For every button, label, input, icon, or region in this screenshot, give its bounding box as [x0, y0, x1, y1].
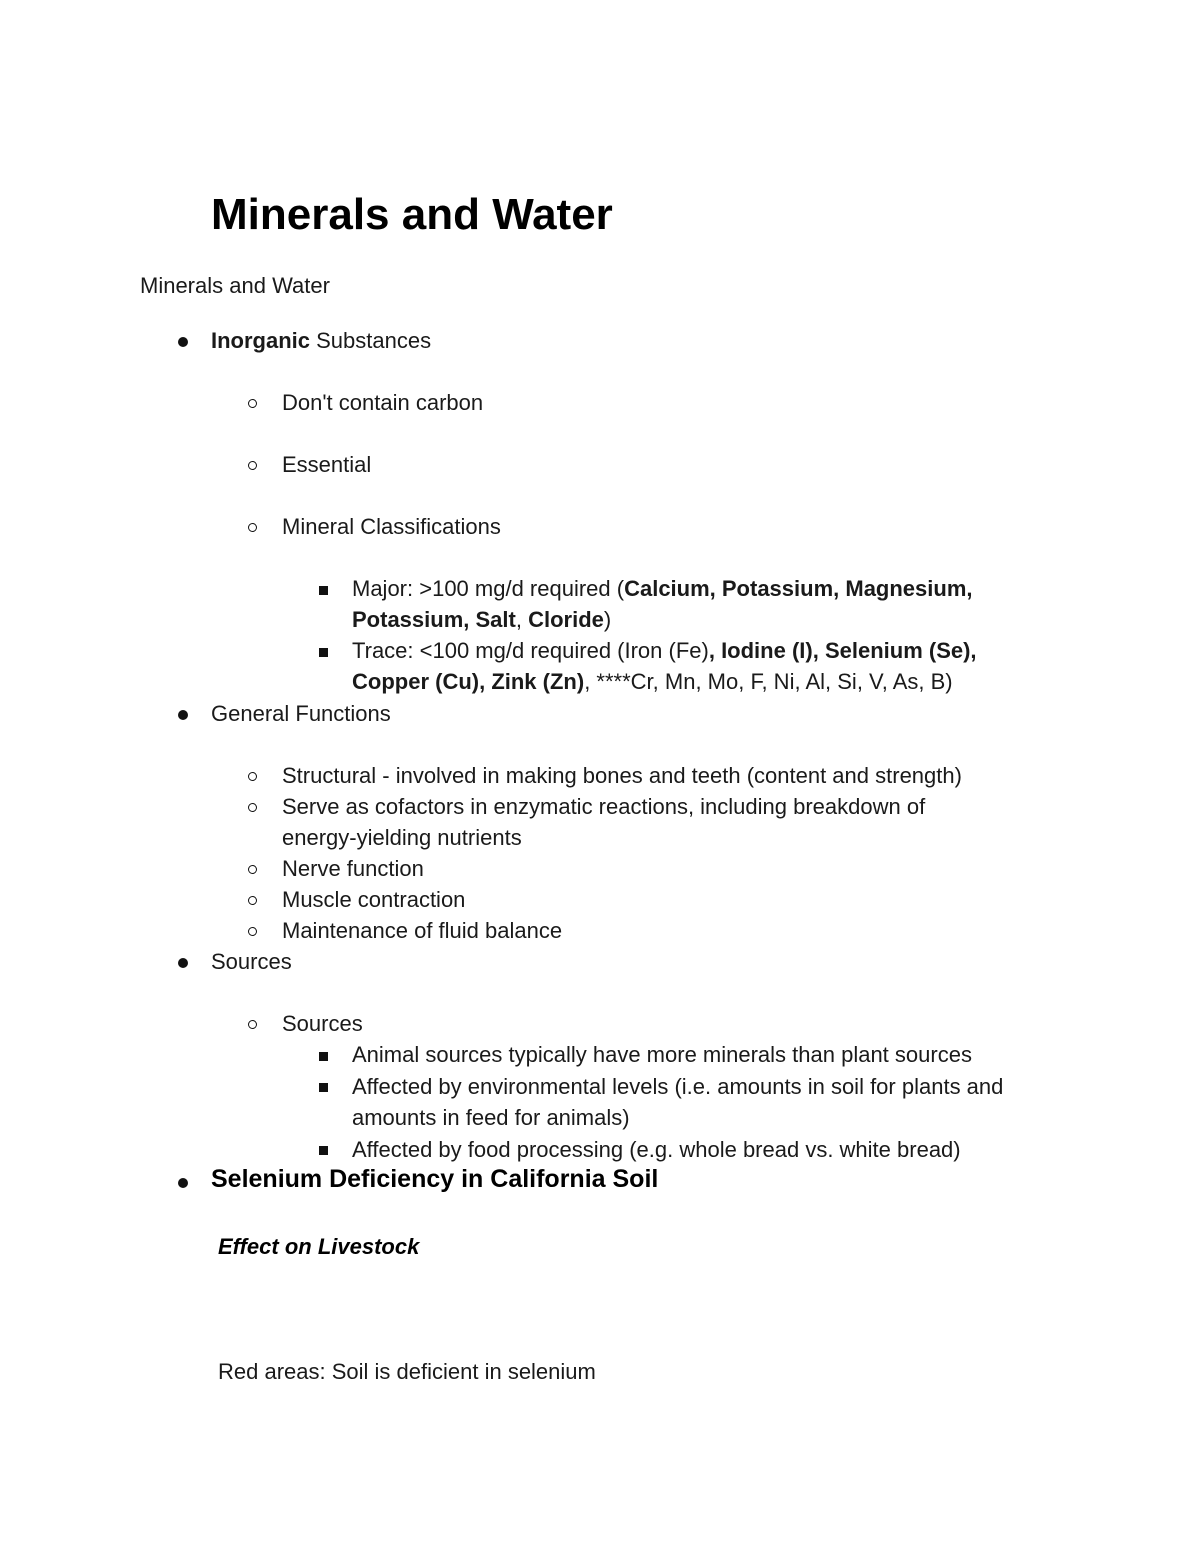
list-item-major: Major: >100 mg/d required (Calcium, Potassium, Magnesium,: [352, 576, 973, 601]
list-item-environmental: Affected by environmental levels (i.e. amounts in soil for plants and: [352, 1074, 1004, 1099]
list-item-sources-sub: Sources: [282, 1011, 363, 1036]
bullet-circle: [248, 399, 257, 408]
list-item-fluid: Maintenance of fluid balance: [282, 918, 563, 943]
list-item-structural: Structural - involved in making bones and teeth (content and strength): [282, 763, 962, 788]
section-heading-selenium: Selenium Deficiency in California Soil: [211, 1165, 659, 1193]
bullet-disc: [178, 1178, 188, 1188]
caption-red-areas: Red areas: Soil is deficient in selenium: [218, 1359, 596, 1384]
list-item-trace-cont: Copper (Cu), Zink (Zn), ****Cr, Mn, Mo, F, Ni, Al, Si, V, As, B): [352, 669, 953, 694]
list-item-no-carbon: Don't contain carbon: [282, 390, 484, 415]
list-item-environmental-cont: amounts in feed for animals): [352, 1105, 630, 1130]
list-item-processing: Affected by food processing (e.g. whole bread vs. white bread): [352, 1137, 961, 1162]
bullet-circle: [248, 896, 257, 905]
list-item-cofactors-cont: energy-yielding nutrients: [282, 825, 522, 850]
bullet-square: [319, 1052, 328, 1061]
bullet-circle: [248, 927, 257, 936]
list-item-inorganic: Inorganic Substances: [211, 328, 432, 353]
bullet-square: [319, 1083, 328, 1092]
list-item-animal: Animal sources typically have more minerals than plant sources: [352, 1042, 972, 1067]
document-subtitle: Minerals and Water: [140, 273, 330, 298]
bullet-circle: [248, 461, 257, 470]
list-item-sources: Sources: [211, 949, 292, 974]
section-subheading-livestock: Effect on Livestock: [218, 1234, 420, 1259]
list-item-muscle: Muscle contraction: [282, 887, 466, 912]
bullet-circle: [248, 772, 257, 781]
bullet-square: [319, 586, 328, 595]
bullet-circle: [248, 865, 257, 874]
list-item-classifications: Mineral Classifications: [282, 514, 501, 539]
bullet-disc: [178, 337, 188, 347]
list-item-essential: Essential: [282, 452, 372, 477]
bullet-circle: [248, 523, 257, 532]
list-item-major-cont: Potassium, Salt, Cloride): [352, 607, 612, 632]
list-item-cofactors: Serve as cofactors in enzymatic reactions, including breakdown of: [282, 794, 926, 819]
document-title: Minerals and Water: [211, 190, 613, 239]
bullet-disc: [178, 710, 188, 720]
bullet-disc: [178, 958, 188, 968]
bullet-square: [319, 648, 328, 657]
list-item-nerve: Nerve function: [282, 856, 424, 881]
bullet-square: [319, 1146, 328, 1155]
bullet-circle: [248, 1020, 257, 1029]
list-item-general-functions: General Functions: [211, 701, 391, 726]
bullet-circle: [248, 803, 257, 812]
list-item-trace: Trace: <100 mg/d required (Iron (Fe), Iodine (I), Selenium (Se),: [352, 638, 977, 663]
